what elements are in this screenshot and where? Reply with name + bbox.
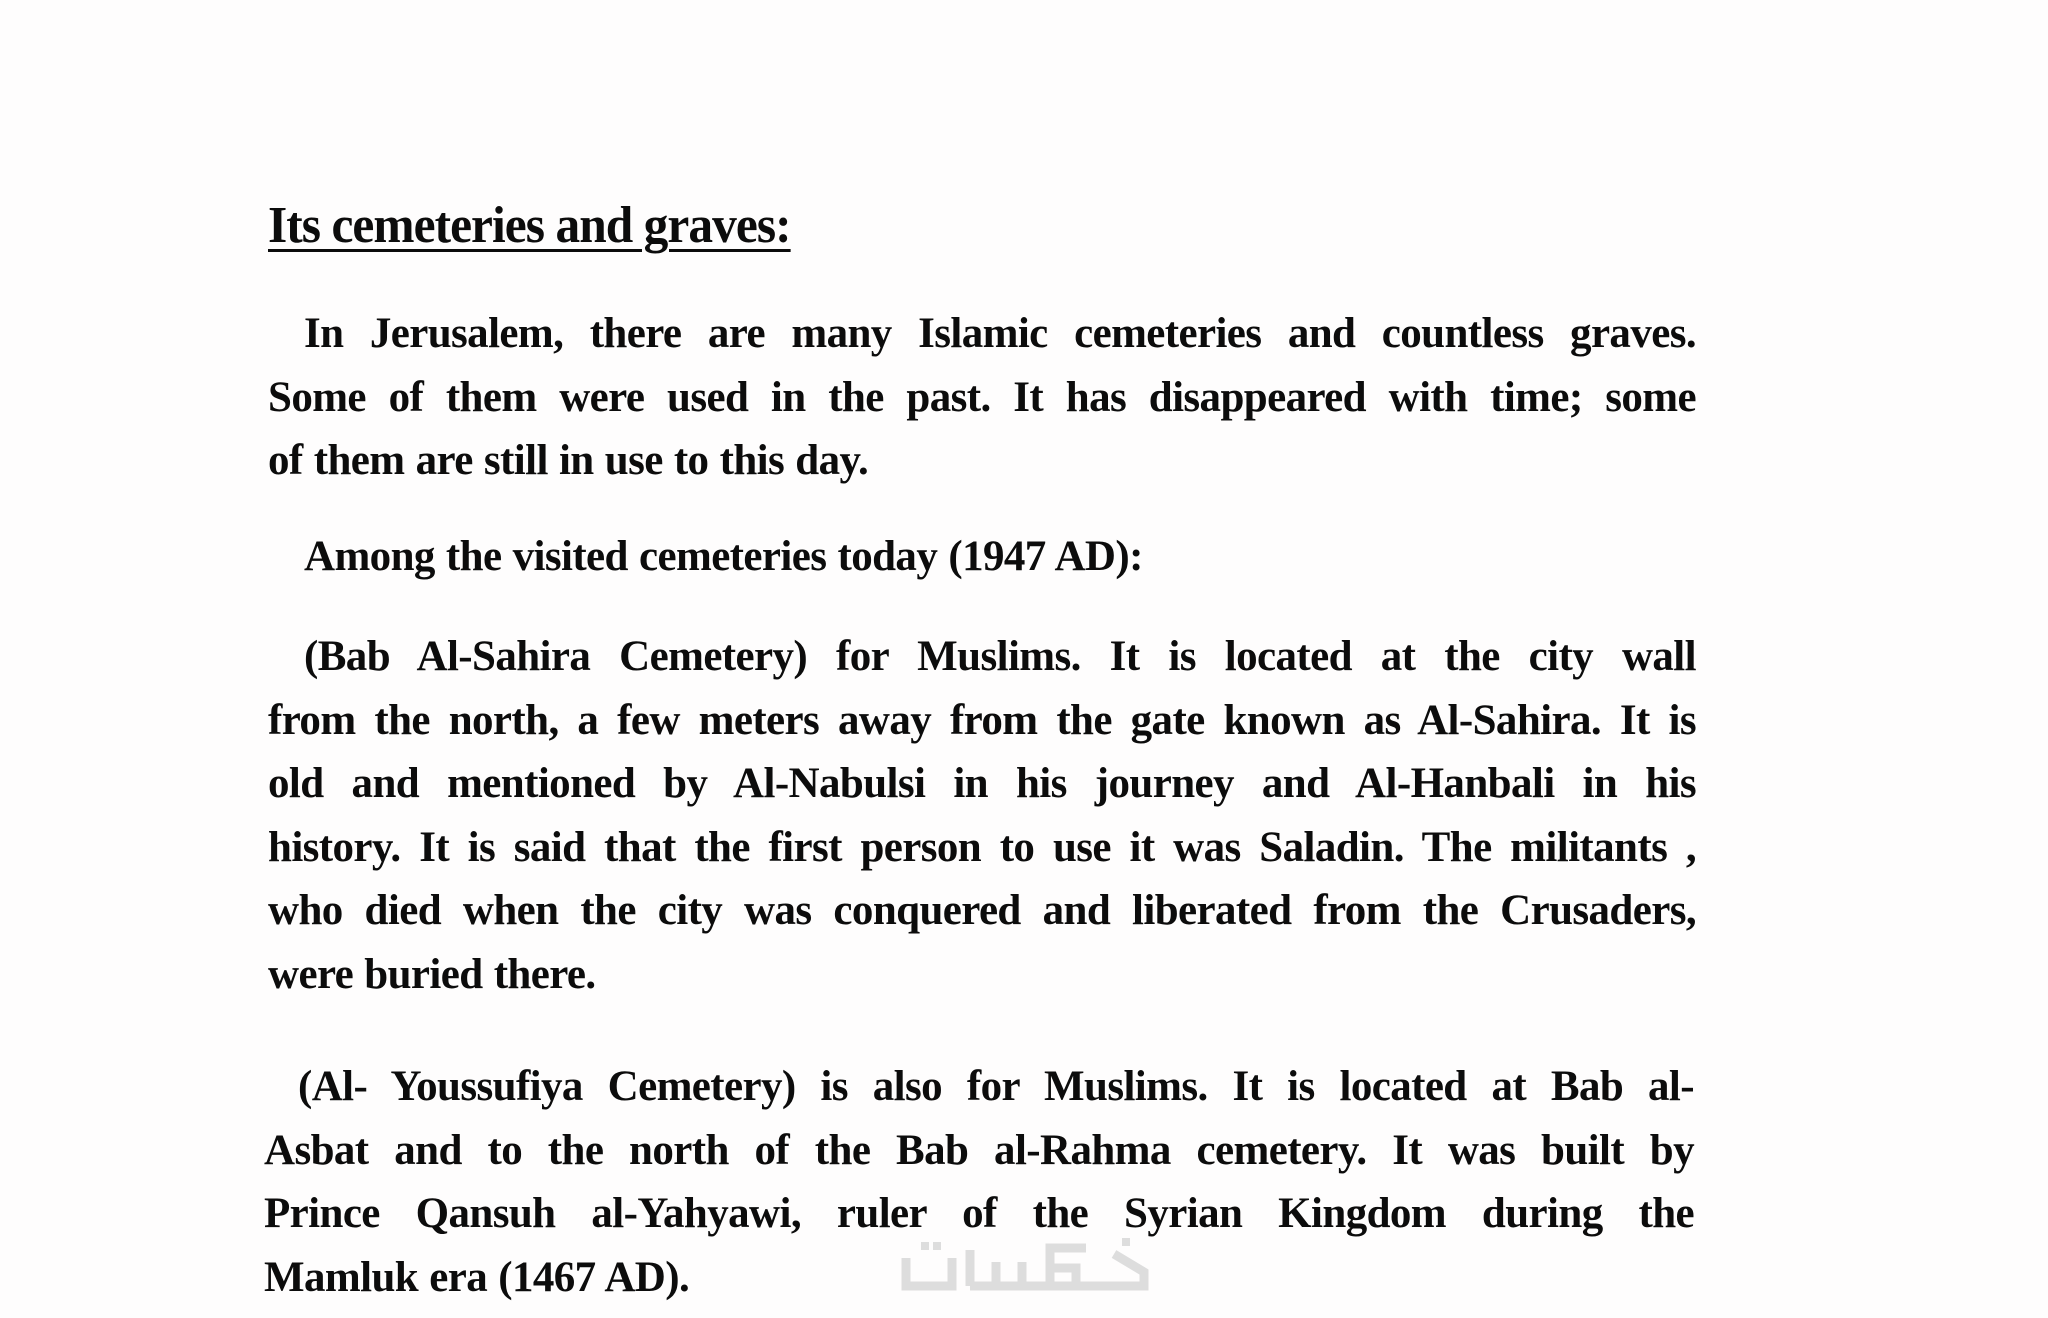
text-line: In Jerusalem, there are many Islamic cemeteries and countless graves. [304, 310, 1696, 357]
text-line: Asbat and to the north of the Bab al-Rahma cemetery. It was built by [264, 1126, 1694, 1174]
watermark-dot [921, 1242, 929, 1250]
text-line: (Bab Al-Sahira Cemetery) for Muslims. It is located at the city wall [304, 633, 1696, 680]
text-line: old and mentioned by Al-Nabulsi in his journey and Al-Hanbali in his [268, 760, 1696, 807]
khamsat-logo-icon [900, 1236, 1150, 1296]
text-line: Mamluk era (1467 AD). [264, 1253, 690, 1301]
watermark-dot [933, 1242, 941, 1250]
paragraph-bab-al-sahira [268, 625, 1696, 1006]
watermark-dot [1122, 1238, 1130, 1246]
text-line: were buried there. [268, 950, 596, 998]
text-line: Among the visited cemeteries today (1947 AD): [304, 533, 1143, 580]
watermark-logo-svg [900, 1236, 1150, 1296]
watermark-glyph [1050, 1248, 1086, 1286]
text-line: (Al- Youssufiya Cemetery) is also for Muslims. It is located at Bab al- [298, 1063, 1694, 1110]
section-heading: Its cemeteries and graves: [268, 197, 791, 254]
watermark-glyph [1076, 1254, 1144, 1286]
text-line: Prince Qansuh al-Yahyawi, ruler of the Syrian Kingdom during the [264, 1190, 1694, 1237]
watermark-glyph [906, 1258, 952, 1286]
paragraph-intro [268, 302, 1696, 493]
text-line: Some of them were used in the past. It has disappeared with time; some [268, 373, 1696, 421]
text-line: from the north, a few meters away from the gate known as Al-Sahira. It is [268, 696, 1696, 744]
text-line: who died when the city was conquered and liberated from the Crusaders, [268, 887, 1696, 934]
watermark-glyph [970, 1262, 1050, 1286]
text-line: history. It is said that the first person to use it was Saladin. The militants , [268, 823, 1696, 871]
paragraph-visited-intro [268, 525, 1696, 589]
text-line: of them are still in use to this day. [268, 437, 869, 484]
